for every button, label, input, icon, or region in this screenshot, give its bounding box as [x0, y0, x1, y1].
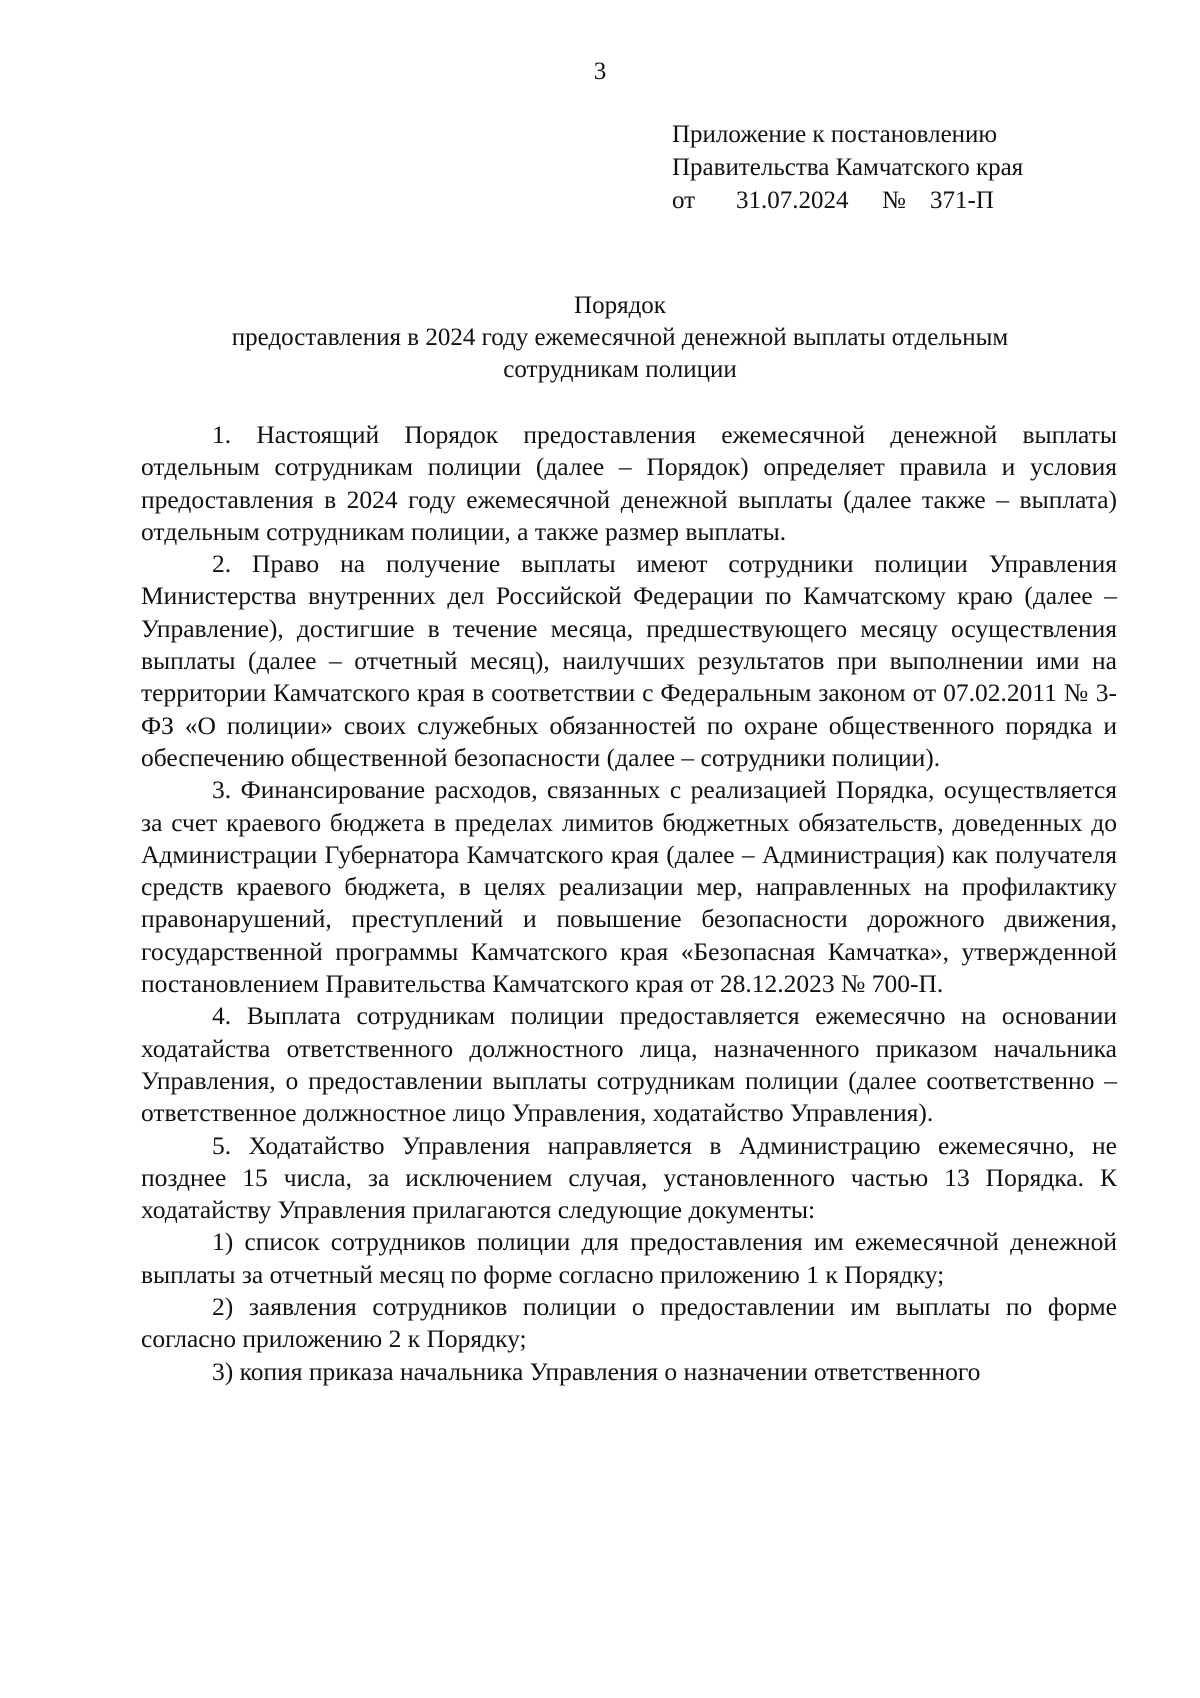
- paragraph-5: 5. Ходатайство Управления направляется в Администрацию ежемесячно, не позднее 15 числа, за исключением случая, установленного частью 13 Порядка. К ходатайству Управления прилагаются следующие документы:: [141, 1130, 1117, 1225]
- appendix-reference: [672, 184, 1023, 217]
- list-item-2: 2) заявления сотрудников полиции о предоставлении им выплаты по форме согласно приложению 2 к Порядку;: [141, 1292, 1117, 1354]
- appendix-date: 31.07.2024: [736, 187, 849, 214]
- title-line-3: сотрудникам полиции: [503, 356, 737, 383]
- document-title: [130, 290, 1110, 386]
- page-number: 3: [593, 58, 607, 85]
- appendix-line-1: Приложение к постановлению: [672, 121, 998, 148]
- appendix-number-sign: №: [882, 187, 906, 214]
- appendix-number: 371-П: [930, 187, 994, 214]
- document-body: [141, 419, 1117, 1388]
- appendix-from-label: от: [672, 187, 696, 214]
- appendix-header: [672, 118, 1023, 217]
- list-item-1: 1) список сотрудников полиции для предоставления им ежемесячной денежной выплаты за отчетный месяц по форме согласно приложению 1 к Порядку;: [141, 1227, 1117, 1289]
- appendix-line-2: Правительства Камчатского края: [672, 154, 1024, 181]
- paragraph-2: 2. Право на получение выплаты имеют сотрудники полиции Управления Министерства внутренних дел Российской Федерации по Камчатскому краю (далее – Управление), достигшие в течение месяца, предшествующего месяцу осуществления выплаты (далее – отчетный месяц), наилучших результатов при выполнении ими на территории Камчатского края в соответствии с Федеральным законом от 07.02.2011 № 3-ФЗ «О полиции» своих служебных обязанностей по охране общественного порядка и обеспечению общественной безопасности (далее – сотрудники полиции).: [141, 549, 1117, 772]
- paragraph-4: 4. Выплата сотрудникам полиции предоставляется ежемесячно на основании ходатайства ответственного должностного лица, назначенного приказом начальника Управления, о предоставлении выплаты сотрудникам полиции (далее соответственно – ответственное должностное лицо Управления, ходатайство Управления).: [141, 1001, 1117, 1128]
- list-item-3: 3) копия приказа начальника Управления о назначении ответственного: [212, 1356, 981, 1386]
- paragraph-1: 1. Настоящий Порядок предоставления ежемесячной денежной выплаты отдельным сотрудникам полиции (далее – Порядок) определяет правила и условия предоставления в 2024 году ежемесячной денежной выплаты (далее также – выплата) отдельным сотрудникам полиции, а также размер выплаты.: [141, 420, 1117, 546]
- title-line-2: предоставления в 2024 году ежемесячной денежной выплаты отдельным: [231, 324, 1009, 351]
- title-line-1: Порядок: [574, 292, 666, 319]
- paragraph-3: 3. Финансирование расходов, связанных с реализацией Порядка, осуществляется за счет краевого бюджета в пределах лимитов бюджетных обязательств, доведенных до Администрации Губернатора Камчатского края (далее – Администрация) как получателя средств краевого бюджета, в целях реализации мер, направленных на профилактику правонарушений, преступлений и повышение безопасности дорожного движения, государственной программы Камчатского края «Безопасная Камчатка», утвержденной постановлением Правительства Камчатского края от 28.12.2023 № 700-П.: [141, 775, 1117, 999]
